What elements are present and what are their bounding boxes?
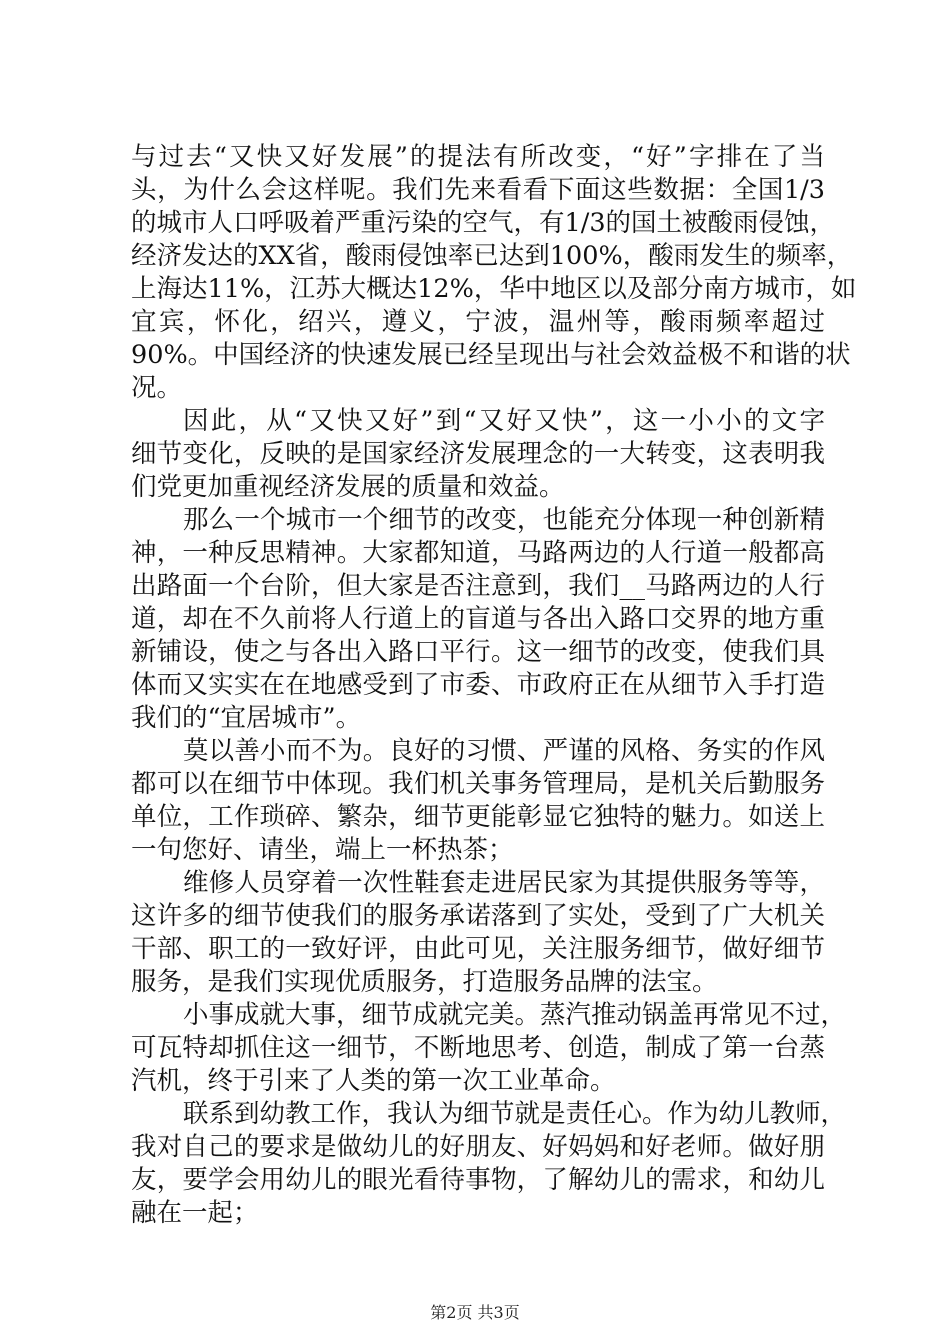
text-line: 神，一种反思精神。大家都知道，马路两边的人行道一般都高 bbox=[131, 538, 825, 568]
text-line: 莫以善小而不为。良好的习惯、严谨的风格、务实的作风 bbox=[183, 736, 825, 766]
text-line: 况。 bbox=[131, 373, 183, 403]
text-line: 一句您好、请坐，端上一杯热茶； bbox=[131, 835, 514, 865]
text-line: 细节变化，反映的是国家经济发展理念的一大转变，这表明我 bbox=[131, 439, 825, 469]
text-line: 上海达11%，江苏大概达12%，华中地区以及部分南方城市，如 bbox=[131, 274, 857, 304]
text-line: 经济发达的XX省，酸雨侵蚀率已达到100%，酸雨发生的频率， bbox=[131, 241, 853, 271]
text-line: 新铺设，使之与各出入路口平行。这一细节的改变，使我们具 bbox=[131, 637, 825, 667]
text-line: 道，却在不久前将人行道上的盲道与各出入路口交界的地方重 bbox=[131, 604, 825, 634]
text-line: 的城市人口呼吸着严重污染的空气，有1/3的国土被酸雨侵蚀， bbox=[131, 208, 836, 238]
text-line: 单位，工作琐碎、繁杂，细节更能彰显它独特的魅力。如送上 bbox=[131, 802, 825, 832]
text-line: 与过去“又快又好发展”的提法有所改变，“好”字排在了当 bbox=[131, 142, 825, 172]
text-line: 汽机，终于引来了人类的第一次工业革命。 bbox=[131, 1066, 616, 1096]
text-line: 们党更加重视经济发展的质量和效益。 bbox=[131, 472, 565, 502]
text-line: 体而又实实在在地感受到了市委、市政府正在从细节入手打造 bbox=[131, 670, 825, 700]
text-line: 小事成就大事，细节成就完美。蒸汽推动锅盖再常见不过， bbox=[183, 1000, 847, 1030]
text-line: 服务，是我们实现优质服务，打造服务品牌的法宝。 bbox=[131, 967, 718, 997]
text-line: 我对自己的要求是做幼儿的好朋友、好妈妈和好老师。做好朋 bbox=[131, 1132, 825, 1162]
text-line: 联系到幼教工作，我认为细节就是责任心。作为幼儿教师， bbox=[183, 1099, 847, 1129]
text-line: 出路面一个台阶，但大家是否注意到，我们__马路两边的人行 bbox=[131, 571, 825, 601]
text-line: 90%。中国经济的快速发展已经呈现出与社会效益极不和谐的状 bbox=[131, 340, 851, 370]
text-line: 维修人员穿着一次性鞋套走进居民家为其提供服务等等， bbox=[183, 868, 825, 898]
text-line: 宜宾，怀化，绍兴，遵义，宁波，温州等，酸雨频率超过 bbox=[131, 307, 825, 337]
text-line: 可瓦特却抓住这一细节，不断地思考、创造，制成了第一台蒸 bbox=[131, 1033, 825, 1063]
text-line: 都可以在细节中体现。我们机关事务管理局，是机关后勤服务 bbox=[131, 769, 825, 799]
text-line: 头，为什么会这样呢。我们先来看看下面这些数据：全国1/3 bbox=[131, 175, 825, 205]
text-line: 友，要学会用幼儿的眼光看待事物，了解幼儿的需求，和幼儿 bbox=[131, 1165, 825, 1195]
page-number-footer: 第2页 共3页 bbox=[430, 1303, 520, 1322]
text-line: 我们的“宜居城市”。 bbox=[131, 703, 362, 733]
text-line: 融在一起； bbox=[131, 1198, 259, 1228]
text-line: 那么一个城市一个细节的改变，也能充分体现一种创新精 bbox=[183, 505, 825, 535]
text-line: 这许多的细节使我们的服务承诺落到了实处，受到了广大机关 bbox=[131, 901, 825, 931]
text-line: 因此，从“又快又好”到“又好又快”，这一小小的文字 bbox=[183, 406, 825, 436]
text-line: 干部、职工的一致好评，由此可见，关注服务细节，做好细节 bbox=[131, 934, 825, 964]
